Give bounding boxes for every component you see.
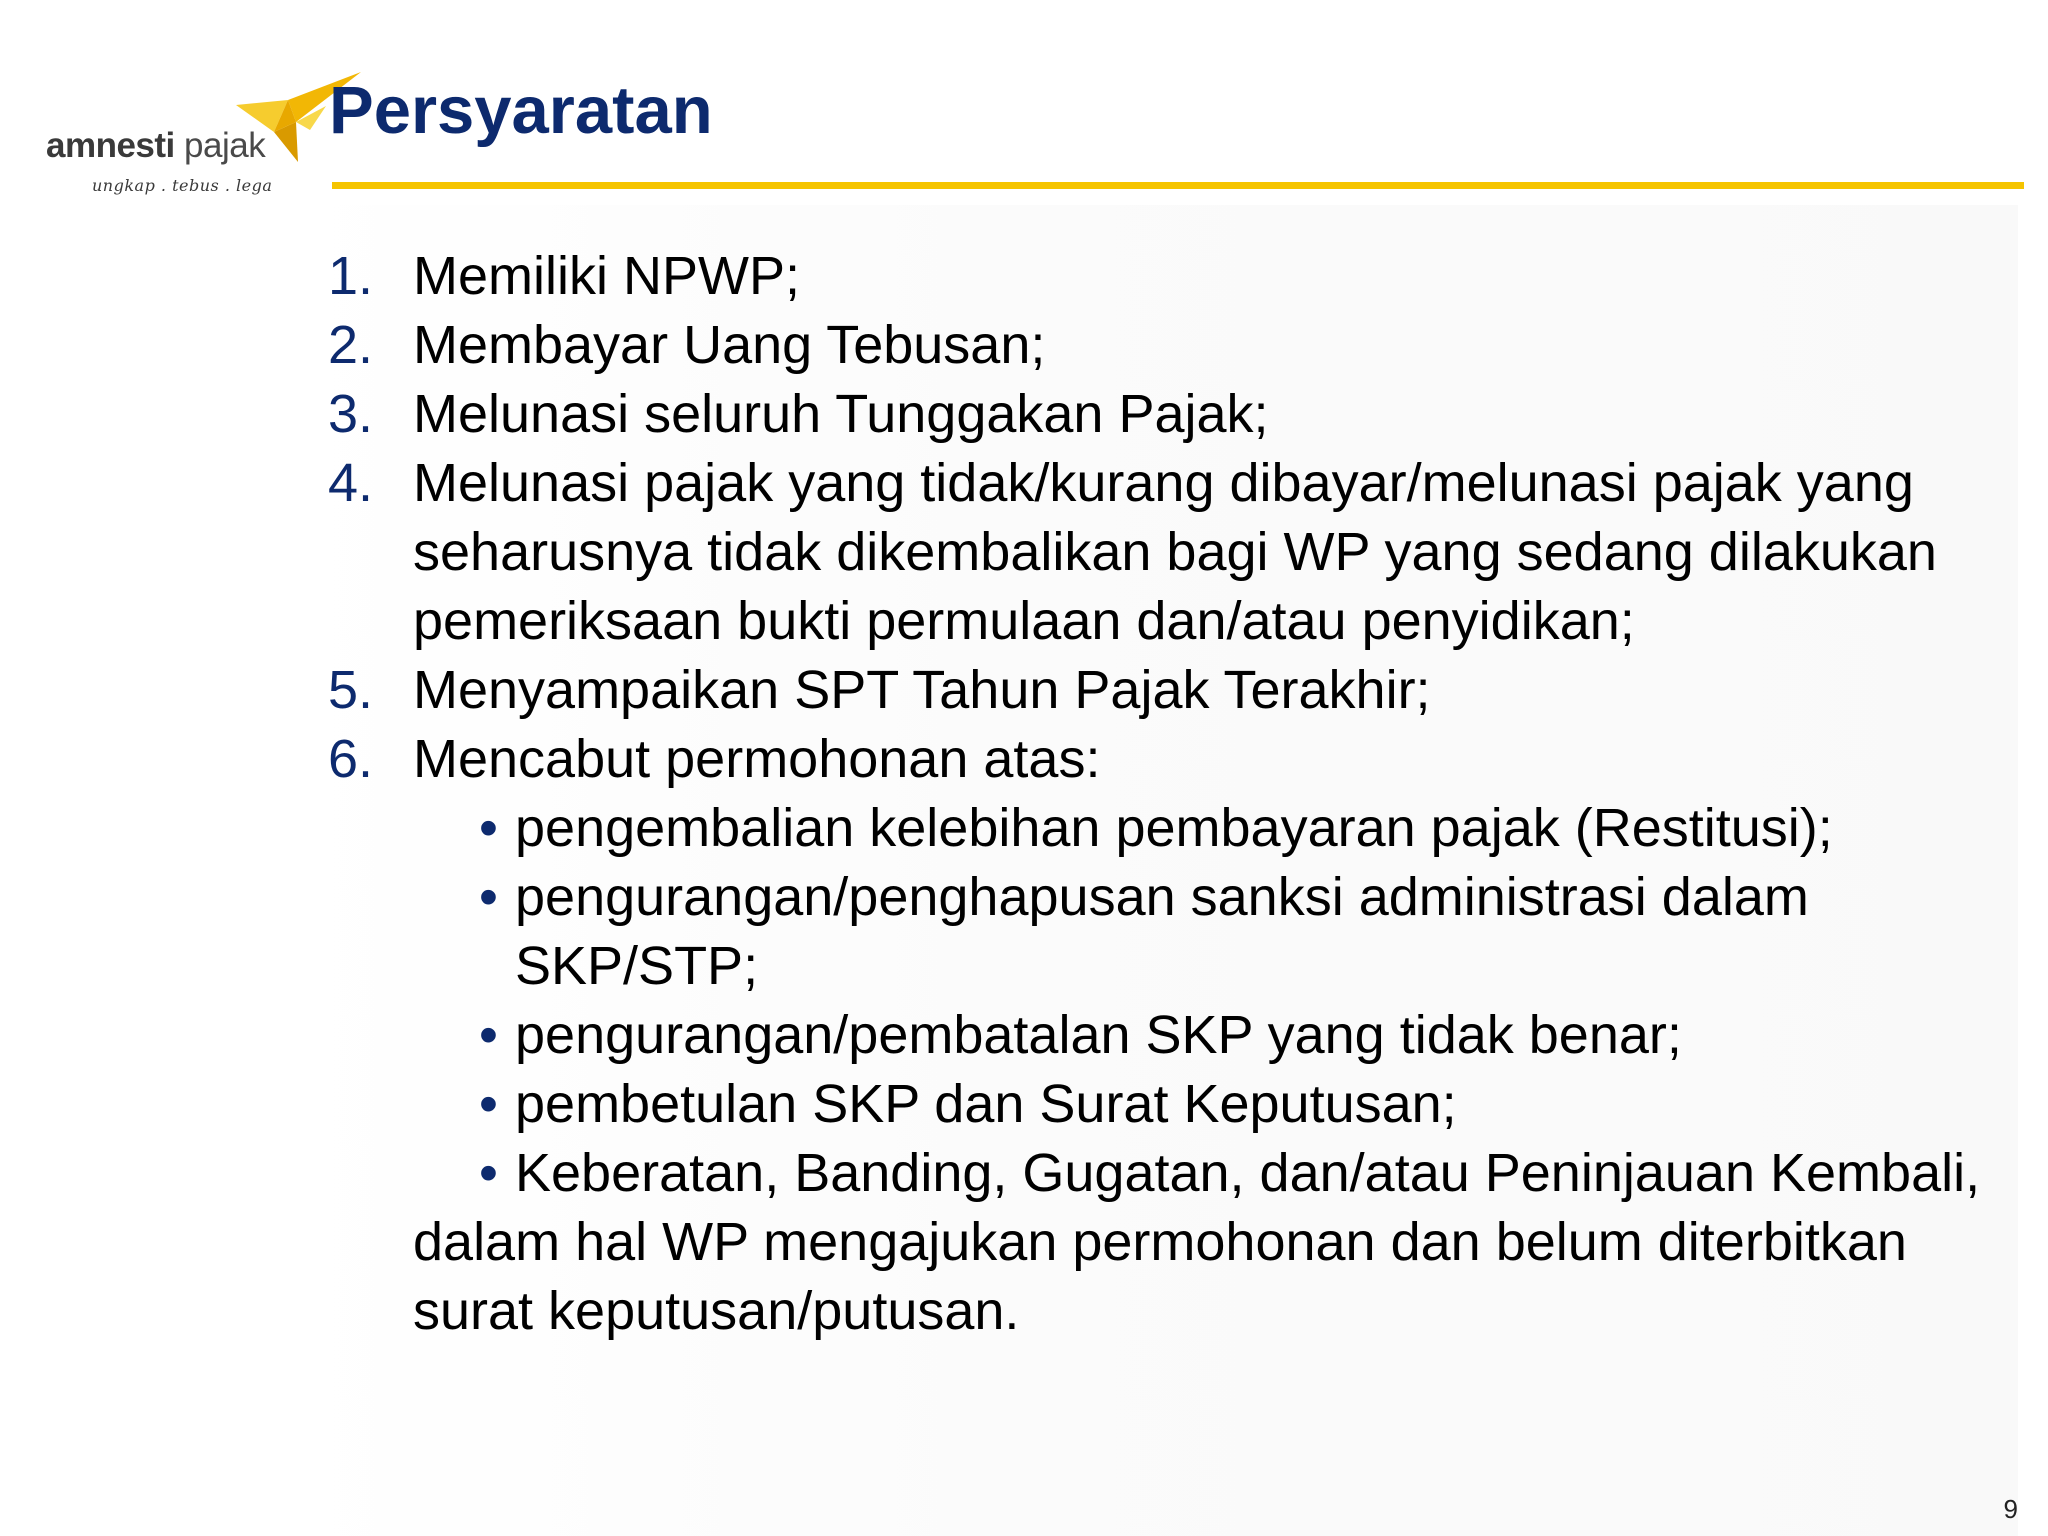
- logo-wordmark: [46, 126, 265, 166]
- sub-item-text: Keberatan, Banding, Gugatan, dan/atau Peninjauan Kembali,: [515, 1143, 1981, 1203]
- sub-list-item: [328, 1139, 2028, 1208]
- list-number: 6.: [328, 729, 374, 789]
- sub-list-item: [328, 1070, 2028, 1139]
- list-number: 4.: [328, 453, 374, 513]
- list-item: [328, 725, 2028, 794]
- list-number: 2.: [328, 315, 374, 375]
- logo-word-amnesti: amnesti: [46, 126, 175, 165]
- sub-item-text: pengembalian kelebihan pembayaran pajak (Restitusi);: [515, 798, 1833, 858]
- closing-text: dalam hal WP mengajukan permohonan dan belum diterbitkan surat keputusan/putusan.: [413, 1212, 1907, 1341]
- list-item-text: Membayar Uang Tebusan;: [413, 315, 1046, 375]
- list-item-text: Mencabut permohonan atas:: [413, 729, 1101, 789]
- list-item: [328, 380, 2028, 449]
- list-number: 1.: [328, 246, 374, 306]
- bullet-icon: •: [479, 1074, 498, 1134]
- bullet-icon: •: [479, 1143, 498, 1203]
- logo-tagline: ungkap . tebus . lega: [92, 176, 273, 195]
- list-item: [328, 242, 2028, 311]
- sub-item-text: pengurangan/pembatalan SKP yang tidak benar;: [515, 1005, 1682, 1065]
- list-item-text: Melunasi pajak yang tidak/kurang dibayar/melunasi pajak yang seharusnya tidak dikembalikan bagi WP yang sedang dilakukan pemeriksaan bukti permulaan dan/atau penyidikan;: [413, 453, 1937, 651]
- sub-list-item: [328, 794, 2028, 863]
- list-item-text: Melunasi seluruh Tunggakan Pajak;: [413, 384, 1269, 444]
- list-item: [328, 656, 2028, 725]
- list-item: [328, 311, 2028, 380]
- page-title: Persyaratan: [329, 73, 713, 148]
- sub-item-text: pembetulan SKP dan Surat Keputusan;: [515, 1074, 1457, 1134]
- sub-item-text: pengurangan/penghapusan sanksi administrasi dalam SKP/STP;: [515, 867, 1809, 996]
- page-number: 9: [2003, 1494, 2018, 1524]
- list-item-text: Menyampaikan SPT Tahun Pajak Terakhir;: [413, 660, 1431, 720]
- amnesti-pajak-logo: [40, 70, 330, 200]
- bullet-icon: •: [479, 1005, 498, 1065]
- list-item: [328, 449, 2028, 656]
- list-item-text: Memiliki NPWP;: [413, 246, 800, 306]
- bullet-icon: •: [479, 867, 498, 927]
- list-number: 3.: [328, 384, 374, 444]
- logo-word-pajak: pajak: [184, 126, 266, 165]
- sub-list-item: [328, 863, 2028, 1001]
- sub-list-item: [328, 1001, 2028, 1070]
- bullet-icon: •: [479, 798, 498, 858]
- requirements-list: [328, 242, 2028, 1346]
- title-underline: [332, 182, 2024, 189]
- list-number: 5.: [328, 660, 374, 720]
